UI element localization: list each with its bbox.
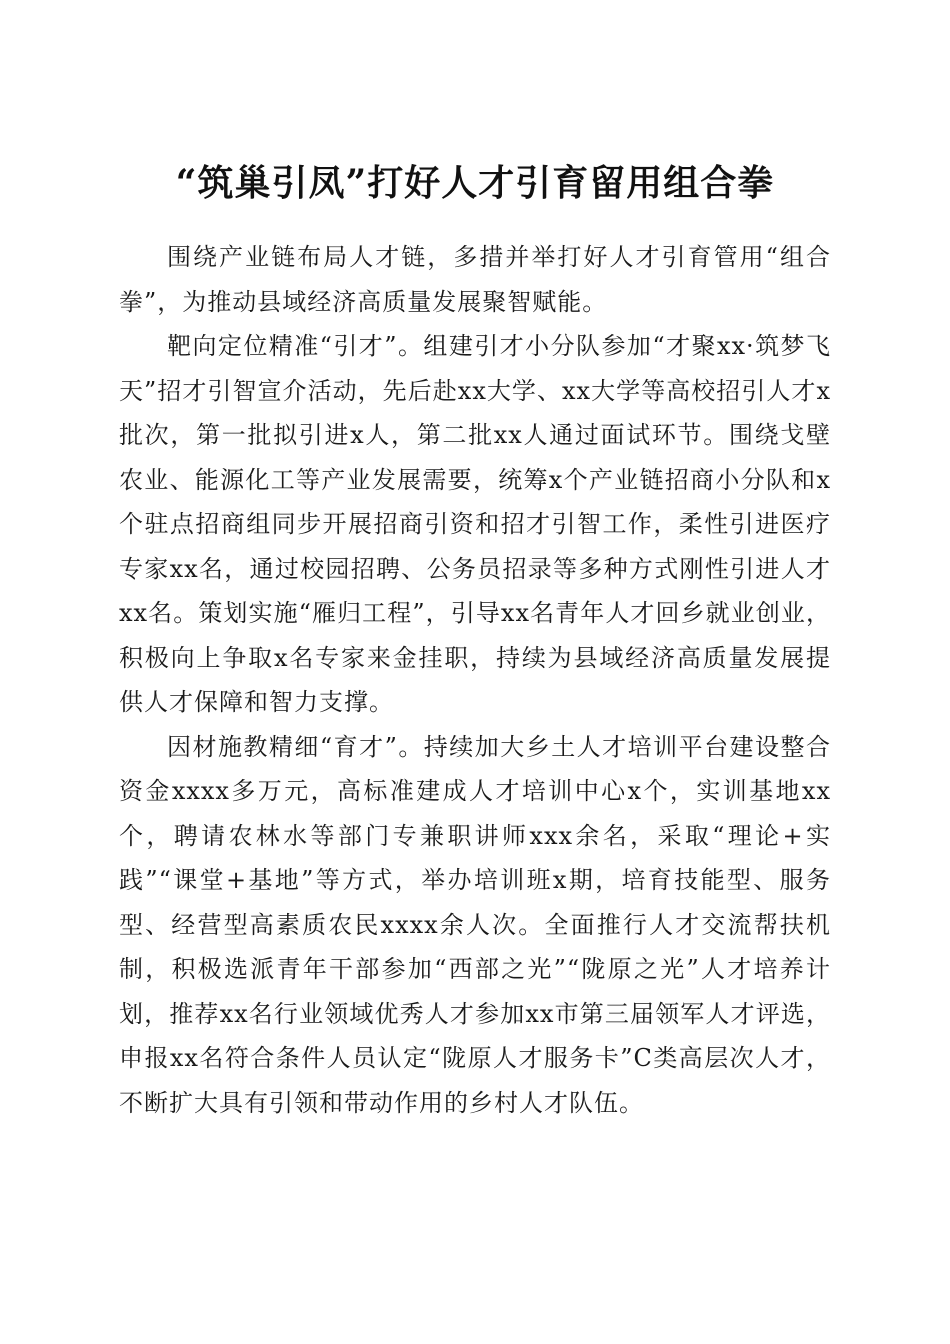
paragraph-cultivate-talent: 因材施教精细“育才”。持续加大乡土人才培训平台建设整合资金xxxx多万元，高标准建成人才培训中心x个，实训基地xx个，聘请农林水等部门专兼职讲师xxx余名，采取“理论+实践”“课堂+基地”等方式，举办培训班x期，培育技能型、服务型、经营型高素质农民xxxx余人次。全面推行人才交流帮扶机制，积极选派青年干部参加“西部之光”“陇原之光”人才培养计划，推荐xx名行业领域优秀人才参加xx市第三届领军人才评选，申报xx名符合条件人员认定“陇原人才服务卡”C类高层次人才，不断扩大具有引领和带动作用的乡村人才队伍。 bbox=[119, 732, 831, 1117]
document-title: “筑巢引凤”打好人才引育留用组合拳 bbox=[175, 162, 775, 205]
paragraph-intro: 围绕产业链布局人才链，多措并举打好人才引育管用“组合拳”，为推动县域经济高质量发展聚智赋能。 bbox=[119, 243, 831, 316]
document-body bbox=[119, 235, 831, 1125]
paragraph-attract-talent: 靶向定位精准“引才”。组建引才小分队参加“才聚xx·筑梦飞天”招才引智宣介活动，先后赴xx大学、xx大学等高校招引人才x批次，第一批拟引进x人，第二批xx人通过面试环节。围绕戈壁农业、能源化工等产业发展需要，统筹x个产业链招商小分队和x个驻点招商组同步开展招商引资和招才引智工作，柔性引进医疗专家xx名，通过校园招聘、公务员招录等多种方式刚性引进人才xx名。策划实施“雁归工程”，引导xx名青年人才回乡就业创业，积极向上争取x名专家来金挂职，持续为县域经济高质量发展提供人才保障和智力支撑。 bbox=[119, 332, 831, 716]
